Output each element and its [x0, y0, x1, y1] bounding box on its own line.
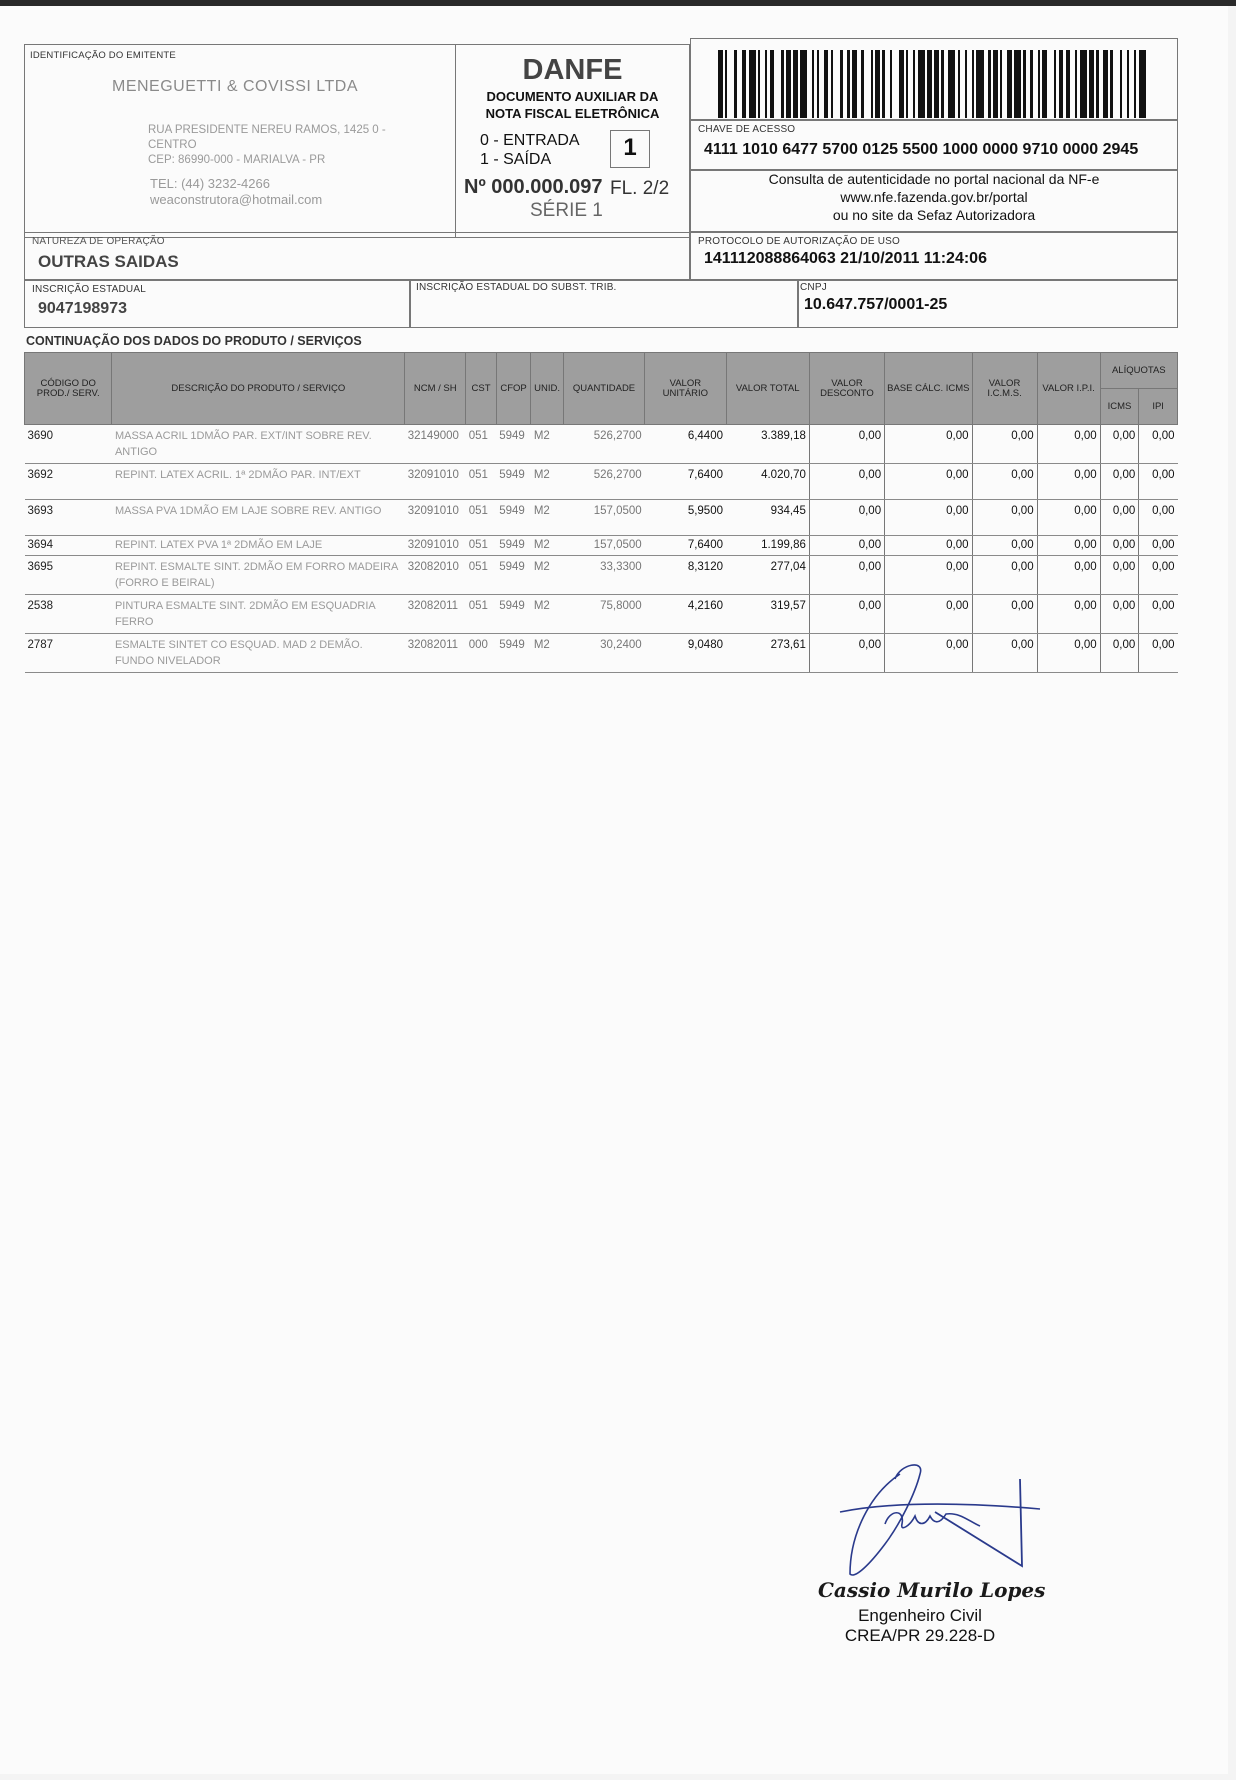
cell-ncm: 32082011: [405, 634, 466, 673]
subst-label: INSCRIÇÃO ESTADUAL DO SUBST. TRIB.: [416, 282, 617, 293]
cell-aliq-icms: 0,00: [1100, 500, 1139, 536]
cell-valor-total: 4.020,70: [726, 464, 809, 500]
cell-valor-icms: 0,00: [972, 634, 1037, 673]
cell-valor-ipi: 0,00: [1037, 464, 1100, 500]
cell-base-icms: 0,00: [885, 634, 972, 673]
cell-desconto: 0,00: [809, 500, 884, 536]
signature-name: Cassio Murilo Lopes: [818, 1578, 1046, 1602]
cell-desconto: 0,00: [809, 556, 884, 595]
cell-cst: 051: [466, 425, 497, 464]
inscricao-label: INSCRIÇÃO ESTADUAL: [32, 284, 146, 295]
cell-quantidade: 30,2400: [563, 634, 644, 673]
cell-descricao: ESMALTE SINTET CO ESQUAD. MAD 2 DEMÃO. FUNDO NIVELADOR: [112, 634, 405, 673]
address-line1: RUA PRESIDENTE NEREU RAMOS, 1425 0 -: [148, 124, 386, 136]
cell-valor-unitario: 6,4400: [645, 425, 726, 464]
col-valor-desconto: VALOR DESCONTO: [809, 353, 884, 425]
barcode-bar: [1080, 50, 1087, 118]
cell-unid: M2: [531, 536, 564, 556]
cell-ncm: 32091010: [405, 536, 466, 556]
cell-valor-unitario: 7,6400: [645, 536, 726, 556]
section-title: CONTINUAÇÃO DOS DADOS DO PRODUTO / SERVIÇOS: [26, 334, 362, 348]
col-valor-icms: VALOR I.C.M.S.: [972, 353, 1037, 425]
col-valor-unitario: VALOR UNITÁRIO: [645, 353, 726, 425]
cell-descricao: MASSA PVA 1DMÃO EM LAJE SOBRE REV. ANTIGO: [112, 500, 405, 536]
cell-descricao: MASSA ACRIL 1DMÃO PAR. EXT/INT SOBRE REV. ANTIGO: [112, 425, 405, 464]
cell-base-icms: 0,00: [885, 556, 972, 595]
signature-registration: CREA/PR 29.228-D: [844, 1626, 996, 1645]
table-row: [25, 464, 1178, 500]
cell-descricao: PINTURA ESMALTE SINT. 2DMÃO EM ESQUADRIA FERRO: [112, 595, 405, 634]
col-base-icms: BASE CÁLC. ICMS: [885, 353, 972, 425]
cell-ncm: 32091010: [405, 500, 466, 536]
cell-quantidade: 157,0500: [563, 500, 644, 536]
cell-valor-total: 3.389,18: [726, 425, 809, 464]
cell-cst: 051: [466, 464, 497, 500]
table-row: [25, 500, 1178, 536]
cell-cfop: 5949: [496, 425, 531, 464]
cell-codigo: 3694: [25, 536, 112, 556]
cell-valor-ipi: 0,00: [1037, 500, 1100, 536]
cell-codigo: 3693: [25, 500, 112, 536]
cell-quantidade: 526,2700: [563, 464, 644, 500]
company-name: MENEGUETTI & COVISSI LTDA: [112, 78, 359, 95]
table-row: [25, 595, 1178, 634]
consulta-line1: Consulta de autenticidade no portal nacional da NF-e: [768, 171, 1100, 187]
cell-valor-icms: 0,00: [972, 464, 1037, 500]
cell-unid: M2: [531, 634, 564, 673]
barcode-bar: [774, 50, 781, 118]
cell-codigo: 3690: [25, 425, 112, 464]
danfe-title: DANFE: [522, 54, 623, 86]
address-line3: CEP: 86990-000 - MARIALVA - PR: [148, 154, 326, 166]
col-codigo: CÓDIGO DO PROD./ SERV.: [25, 353, 112, 425]
cell-aliq-icms: 0,00: [1100, 556, 1139, 595]
cell-valor-icms: 0,00: [972, 425, 1037, 464]
cell-cfop: 5949: [496, 464, 531, 500]
cell-aliq-ipi: 0,00: [1139, 536, 1178, 556]
cell-aliq-ipi: 0,00: [1139, 595, 1178, 634]
cell-codigo: 3695: [25, 556, 112, 595]
barcode-bar: [749, 50, 756, 118]
cell-desconto: 0,00: [809, 536, 884, 556]
cell-valor-ipi: 0,00: [1037, 595, 1100, 634]
col-aliq-icms: ICMS: [1100, 389, 1139, 425]
cell-desconto: 0,00: [809, 595, 884, 634]
barcode-bar: [833, 50, 840, 118]
consulta-line3: ou no site da Sefaz Autorizadora: [832, 207, 1036, 223]
col-unid: UNID.: [531, 353, 564, 425]
cell-codigo: 2787: [25, 634, 112, 673]
barcode-bar: [918, 50, 925, 118]
email: weaconstrutora@hotmail.com: [150, 192, 323, 207]
cell-aliq-ipi: 0,00: [1139, 556, 1178, 595]
cell-aliq-ipi: 0,00: [1139, 425, 1178, 464]
cell-base-icms: 0,00: [885, 464, 972, 500]
cell-valor-icms: 0,00: [972, 595, 1037, 634]
cell-ncm: 32082010: [405, 556, 466, 595]
cell-desconto: 0,00: [809, 464, 884, 500]
cell-aliq-ipi: 0,00: [1139, 634, 1178, 673]
cell-valor-ipi: 0,00: [1037, 425, 1100, 464]
natureza-value: OUTRAS SAIDAS: [38, 252, 179, 271]
col-valor-ipi: VALOR I.P.I.: [1037, 353, 1100, 425]
cell-base-icms: 0,00: [885, 500, 972, 536]
address-line2: CENTRO: [148, 139, 197, 151]
cell-aliq-icms: 0,00: [1100, 464, 1139, 500]
barcode-bar: [948, 50, 955, 118]
cell-desconto: 0,00: [809, 425, 884, 464]
cell-cst: 051: [466, 500, 497, 536]
table-row: [25, 556, 1178, 595]
cell-unid: M2: [531, 425, 564, 464]
cell-ncm: 32091010: [405, 464, 466, 500]
col-quantidade: QUANTIDADE: [563, 353, 644, 425]
cell-valor-total: 319,57: [726, 595, 809, 634]
entrada-label: 0 - ENTRADA: [480, 132, 580, 149]
nf-folha: FL. 2/2: [610, 178, 670, 199]
col-cfop: CFOP: [496, 353, 531, 425]
cell-cfop: 5949: [496, 595, 531, 634]
signature-role-block: [830, 1606, 1010, 1646]
cell-valor-ipi: 0,00: [1037, 556, 1100, 595]
cell-aliq-ipi: 0,00: [1139, 464, 1178, 500]
table-row: [25, 425, 1178, 464]
signature-role: Engenheiro Civil: [858, 1606, 982, 1625]
col-ncm: NCM / SH: [405, 353, 466, 425]
barcode-bar: [1014, 50, 1021, 118]
cell-quantidade: 157,0500: [563, 536, 644, 556]
cell-unid: M2: [531, 556, 564, 595]
cell-valor-unitario: 8,3120: [645, 556, 726, 595]
consulta-line2: www.nfe.fazenda.gov.br/portal: [840, 189, 1028, 205]
cell-quantidade: 75,8000: [563, 595, 644, 634]
items-table: [24, 352, 1178, 673]
cell-base-icms: 0,00: [885, 425, 972, 464]
tipo-value: 1: [623, 134, 637, 161]
cell-base-icms: 0,00: [885, 536, 972, 556]
cell-valor-icms: 0,00: [972, 536, 1037, 556]
col-cst: CST: [466, 353, 497, 425]
barcode-bar: [727, 50, 734, 118]
cell-base-icms: 0,00: [885, 595, 972, 634]
cell-valor-total: 934,45: [726, 500, 809, 536]
cell-cst: 000: [466, 634, 497, 673]
cell-aliq-icms: 0,00: [1100, 634, 1139, 673]
cell-valor-unitario: 9,0480: [645, 634, 726, 673]
emitente-label: IDENTIFICAÇÃO DO EMITENTE: [30, 50, 176, 61]
cell-valor-total: 1.199,86: [726, 536, 809, 556]
cell-ncm: 32149000: [405, 425, 466, 464]
barcode-image: [718, 50, 1152, 118]
cell-valor-ipi: 0,00: [1037, 536, 1100, 556]
protocolo-value: 141112088864063 21/10/2011 11:24:06: [704, 250, 987, 267]
cell-valor-unitario: 7,6400: [645, 464, 726, 500]
col-valor-total: VALOR TOTAL: [726, 353, 809, 425]
chave-value: 4111 1010 6477 5700 0125 5500 1000 0000 9710 0000 2945: [704, 141, 1139, 158]
cell-valor-total: 277,04: [726, 556, 809, 595]
barcode-bar: [892, 50, 899, 118]
protocolo-label: PROTOCOLO DE AUTORIZAÇÃO DE USO: [698, 236, 900, 247]
cnpj-label: CNPJ: [800, 282, 827, 293]
cell-codigo: 3692: [25, 464, 112, 500]
table-row: [25, 536, 1178, 556]
saida-label: 1 - SAÍDA: [480, 151, 552, 168]
cell-cfop: 5949: [496, 634, 531, 673]
cell-valor-unitario: 4,2160: [645, 595, 726, 634]
cell-cfop: 5949: [496, 556, 531, 595]
cell-cst: 051: [466, 556, 497, 595]
cell-unid: M2: [531, 500, 564, 536]
barcode-bar: [976, 50, 983, 118]
col-descricao: DESCRIÇÃO DO PRODUTO / SERVIÇO: [112, 353, 405, 425]
signature-drawing: [830, 1454, 1050, 1584]
cell-descricao: REPINT. LATEX PVA 1ª 2DMÃO EM LAJE: [112, 536, 405, 556]
cell-valor-ipi: 0,00: [1037, 634, 1100, 673]
cell-valor-icms: 0,00: [972, 556, 1037, 595]
barcode-bar: [1113, 50, 1120, 118]
cell-desconto: 0,00: [809, 634, 884, 673]
table-row: [25, 634, 1178, 673]
barcode-bar: [1139, 50, 1146, 118]
cell-aliq-icms: 0,00: [1100, 425, 1139, 464]
cell-descricao: REPINT. LATEX ACRIL. 1ª 2DMÃO PAR. INT/EXT: [112, 464, 405, 500]
cell-valor-unitario: 5,9500: [645, 500, 726, 536]
barcode-bar: [1047, 50, 1054, 118]
natureza-label: NATUREZA DE OPERAÇÃO: [32, 236, 165, 247]
cell-cfop: 5949: [496, 536, 531, 556]
cell-aliq-icms: 0,00: [1100, 595, 1139, 634]
cell-cst: 051: [466, 536, 497, 556]
cell-aliq-icms: 0,00: [1100, 536, 1139, 556]
cell-quantidade: 33,3300: [563, 556, 644, 595]
cell-aliq-ipi: 0,00: [1139, 500, 1178, 536]
col-aliquotas: ALÍQUOTAS: [1100, 353, 1177, 389]
inscricao-value: 9047198973: [38, 300, 127, 317]
cell-unid: M2: [531, 464, 564, 500]
cell-cfop: 5949: [496, 500, 531, 536]
cell-codigo: 2538: [25, 595, 112, 634]
cell-valor-total: 273,61: [726, 634, 809, 673]
danfe-page: [0, 6, 1228, 1774]
cell-cst: 051: [466, 595, 497, 634]
cell-valor-icms: 0,00: [972, 500, 1037, 536]
nf-serie: SÉRIE 1: [530, 200, 603, 221]
nf-numero: Nº 000.000.097: [464, 176, 603, 198]
cnpj-value: 10.647.757/0001-25: [804, 296, 948, 313]
cell-quantidade: 526,2700: [563, 425, 644, 464]
cell-ncm: 32082011: [405, 595, 466, 634]
col-aliq-ipi: IPI: [1139, 389, 1178, 425]
barcode-bar: [864, 50, 871, 118]
chave-label: CHAVE DE ACESSO: [698, 124, 796, 135]
danfe-subtitle-1: DOCUMENTO AUXILIAR DA: [486, 89, 659, 104]
cell-unid: M2: [531, 595, 564, 634]
phone: TEL: (44) 3232-4266: [150, 176, 270, 191]
cell-descricao: REPINT. ESMALTE SINT. 2DMÃO EM FORRO MADEIRA (FORRO E BEIRAL): [112, 556, 405, 595]
barcode-bar: [1146, 50, 1151, 118]
danfe-subtitle-2: NOTA FISCAL ELETRÔNICA: [485, 106, 660, 121]
barcode-bar: [800, 50, 807, 118]
